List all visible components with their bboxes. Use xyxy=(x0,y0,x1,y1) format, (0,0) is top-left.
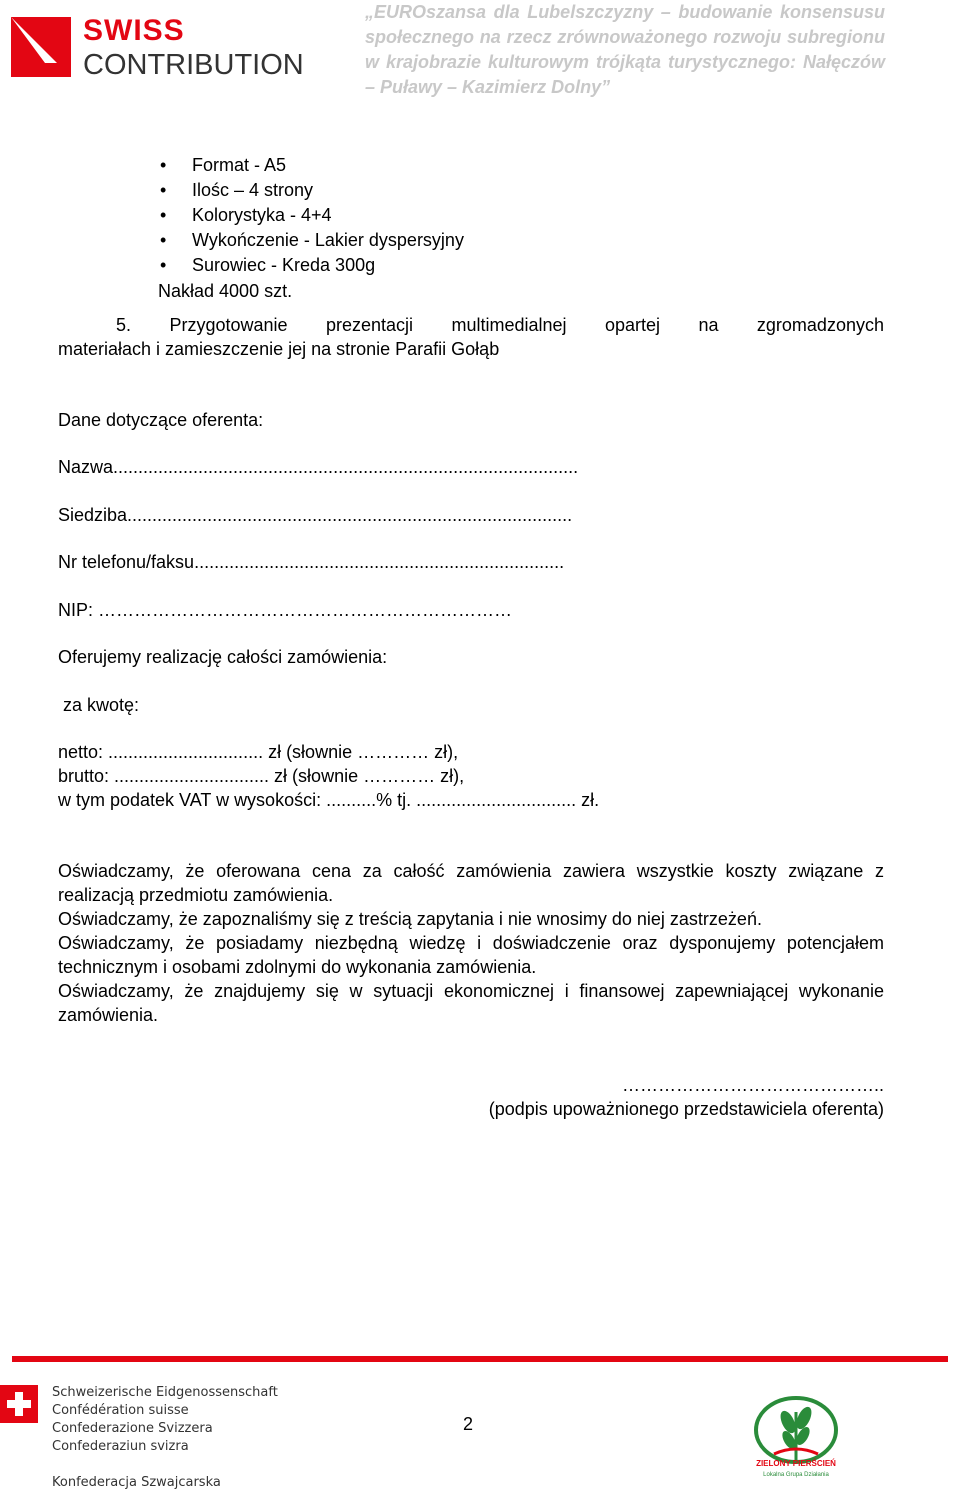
list-item: • Wykończenie - Lakier dyspersyjny xyxy=(160,228,464,253)
zp-name: ZIELONY PIERŚCIEŃ xyxy=(756,1459,836,1468)
point-5-word: 5. xyxy=(116,315,132,335)
confed-polish-name: Konfederacja Szwajcarska xyxy=(52,1475,221,1490)
point-5-word: na xyxy=(698,315,719,335)
zielony-pierscien-logo-icon xyxy=(744,1380,848,1484)
point-5 xyxy=(58,313,884,361)
logo-brand-text: SWISS xyxy=(83,14,185,47)
list-item: • Kolorystyka - 4+4 xyxy=(160,203,464,228)
signature-line: …………………………………….. xyxy=(621,1075,884,1095)
confed-line: Confederazione Svizzera xyxy=(52,1421,213,1436)
point-5-word: Przygotowanie xyxy=(169,315,288,335)
point-5-line-2: materiałach i zamieszczenie jej na stronie Parafii Gołąb xyxy=(58,339,500,359)
confed-line: Confédération suisse xyxy=(52,1403,189,1418)
swiss-flag-icon xyxy=(0,1385,38,1423)
declaration-price: Oświadczamy, że oferowana cena za całość zamówienia zawiera wszystkie koszty związane z realizacją przedmiotu zamówienia. xyxy=(58,861,884,905)
point-5-word: zgromadzonych xyxy=(756,315,884,335)
list-item: • Surowiec - Kreda 300g xyxy=(160,253,464,278)
footer-divider xyxy=(12,1356,948,1362)
logo-sub-text: CONTRIBUTION xyxy=(83,49,304,81)
project-title: „EUROszansa dla Lubelszczyzny – budowanie konsensusu społecznego na rzecz zrównoważonego rozwoju subregionu w krajobrazie kulturowym trójkąta turystycznego: Nałęczów – Puławy – Kazimierz Dolny” xyxy=(365,2,885,97)
declaration-finance: Oświadczamy, że znajdujemy się w sytuacji ekonomicznej i finansowej zapewniającej wykonanie zamówienia. xyxy=(58,981,884,1025)
confed-line: Schweizerische Eidgenossenschaft xyxy=(52,1385,278,1400)
point-5-line-1 xyxy=(58,313,884,337)
offeror-seat-field: Siedziba......................................................................................... xyxy=(58,505,573,525)
declaration-experience: Oświadczamy, że posiadamy niezbędną wiedzę i doświadczenie oraz dysponujemy potencjałem technicznym i osobami zdolnymi do wykonania zamówienia. xyxy=(58,933,884,977)
list-item: • Format - A5 xyxy=(160,153,464,178)
point-5-word: prezentacji xyxy=(325,315,414,335)
offeror-name-field: Nazwa............................................................................................. xyxy=(58,457,579,477)
confed-line: Confederaziun svizra xyxy=(52,1439,189,1454)
zp-subtitle: Lokalna Grupa Działania xyxy=(763,1472,829,1478)
signature-caption: (podpis upoważnionego przedstawiciela oferenta) xyxy=(488,1099,884,1119)
net-amount-field: netto: ............................... zł (słownie ………… zł), xyxy=(58,742,459,762)
offeror-phone-field: Nr telefonu/faksu.......................................................................... xyxy=(58,552,565,572)
spec-bullet-list xyxy=(160,153,464,278)
vat-amount-field: w tym podatek VAT w wysokości: ..........% tj. ................................ zł. xyxy=(58,790,600,810)
swiss-logo-mark xyxy=(11,17,71,77)
print-run: Nakład 4000 szt. xyxy=(158,281,293,301)
swiss-confederation-names xyxy=(52,1384,278,1456)
offer-statement: Oferujemy realizację całości zamówienia: xyxy=(58,647,388,667)
list-item: • Ilośc – 4 strony xyxy=(160,178,464,203)
swiss-logo-mark-icon xyxy=(11,17,71,77)
swiss-contribution-logo xyxy=(11,14,311,84)
point-5-word: multimedialnej xyxy=(451,315,567,335)
point-5-word: opartej xyxy=(604,315,660,335)
page-number: 2 xyxy=(463,1414,474,1434)
offeror-nip-field: NIP: …………………………………………………………… xyxy=(58,600,513,620)
amount-label: za kwotę: xyxy=(63,695,140,715)
declaration-inquiry: Oświadczamy, że zapoznaliśmy się z treścią zapytania i nie wnosimy do niej zastrzeżeń. xyxy=(58,909,762,929)
gross-amount-field: brutto: ............................... zł (słownie ………… zł), xyxy=(58,766,465,786)
offeror-heading: Dane dotyczące oferenta: xyxy=(58,410,264,430)
